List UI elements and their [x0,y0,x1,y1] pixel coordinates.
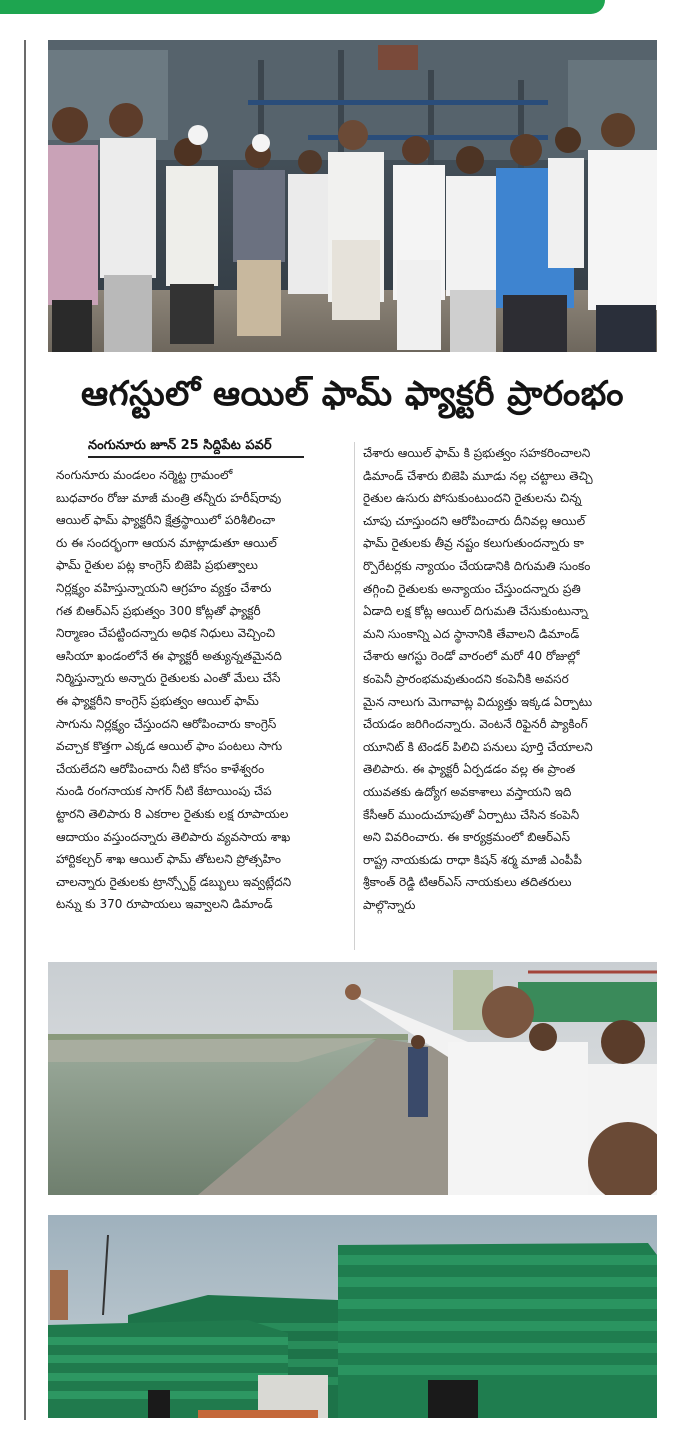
body-line: ఫామ్ రైతుల పట్ల కాంగ్రెస్ బిజెపి ప్రభుత్వాలు [56,558,258,573]
body-line: యువతకు ఉద్యోగ అవకాశాలు వస్తాయని ఇది [363,784,572,799]
body-line: చాలన్నారు రైతులకు ట్రాన్స్పోర్ట్ డబ్బులు ఇవ్వట్లేదని [56,874,292,889]
body-line: టన్ను కు 370 రూపాయలు ఇవ్వాలని డిమాండ్ [56,897,273,912]
article-dateline: నంగునూరు జూన్ 25 సిద్దిపేట పవర్ [88,436,304,458]
body-line: చేశారు ఆయిల్ ఫామ్ కి ప్రభుత్వం సహకరించాలని [363,446,591,460]
body-line: పాల్గొన్నారు [363,897,416,912]
body-line: రాష్ట్ర నాయకుడు రాధా కిషన్ శర్మ మాజీ ఎంపీపీ [363,852,582,867]
body-line: మని సుంకాన్ని ఎద స్థానానికి తేవాలని డిమాండ్ [363,626,580,641]
body-line: చేయలేదని ఆరోపించారు నీటి కోసం కాళేశ్వరం [56,761,265,776]
body-line: ఈ ఫ్యాక్టరీని కాంగ్రెస్ ప్రభుత్వం ఆయిల్ ఫామ్ [56,693,259,708]
body-line: డిమాండ్ చేశారు బిజెపి మూడు నల్ల చట్టాలు తెచ్చి [363,468,593,483]
body-line: చూపు చూస్తుందని ఆరోపించారు దీనివల్ల ఆయిల్ [363,513,586,528]
body-line: ఆయిల్ ఫామ్ ఫ్యాక్టరీని క్షేత్రస్థాయిలో పరిశీలించా [56,513,276,528]
body-line: ఏడాది లక్ష కోట్ల ఆయిల్ దిగుమతి చేసుకుంటున్నా [363,604,588,619]
body-line: యూనిట్ కి టెండర్ పిలిచి పనులు పూర్తి చేయాలని [363,739,593,754]
body-line: గత బిఆర్ఎస్ ప్రభుత్వం 300 కోట్లతో ఫ్యాక్టరీ [56,603,261,618]
body-line: ఆదాయం వస్తుందన్నారు తెలిపారు వ్యవసాయ శాఖ [56,829,291,844]
body-line: మైన నాలుగు మెగావాట్ల విద్యుత్తు ఇక్కడ ఏర్పాటు [363,694,593,709]
article-column-left [56,464,346,956]
body-line: రైతుల ఉసురు పోసుకుంటుందని రైతులను చిన్న [363,491,582,506]
page-left-rule [24,40,26,1420]
body-line: తెలిపారు. ఈ ఫ్యాక్టరీ ఏర్పడడం వల్ల ఈ ప్రాంత [363,762,576,777]
article-headline: ఆగస్టులో ఆయిల్ ఫామ్ ఫ్యాక్టరీ ప్రారంభం [81,374,624,414]
body-line: చేయడం జరిగిందన్నారు. వెంటనే రిఫైనరీ ప్యాకింగ్ [363,717,588,732]
body-line: నిర్మాణం చేపట్టిందన్నారు అధిక నిధులు వెచ్చించి [56,626,276,641]
photo-officials-at-factory [48,40,657,352]
body-line: ర్పొరేటర్లకు న్యాయం చేయడానికి దిగుమతి సుంకం [363,558,591,573]
body-line: శ్రీకాంత్ రెడ్డి టిఆర్ఎస్ నాయకులు తదితరులు [363,875,572,890]
body-line: ఫామ్ రైతులకు తీవ్ర నష్టం కలుగుతుందన్నారు కా [363,536,584,551]
body-line: ట్టారని తెలిపారు 8 ఎకరాల రైతుకు లక్ష రూపాయల [56,806,289,821]
body-line: ఆసియా ఖండంలోనే ఈ ఫ్యాక్టరీ అత్యున్నతమైనది [56,648,282,663]
body-line: కంపెనీ ప్రారంభమవుతుందని కంపెనీకి అవసర [363,671,569,686]
body-line: నుండి రంగనాయక సాగర్ నీటి కేటాయింపు చేప [56,784,272,799]
body-line: నంగునూరు మండలం నర్మెట్ట గ్రామంలో [56,468,233,482]
body-line: కేసీఆర్ ముందుచూపుతో ఏర్పాటు చేసిన కంపెనీ [363,807,580,822]
top-banner [0,0,605,14]
body-line: సాగును నిర్లక్ష్యం చేస్తుందని ఆరోపించారు కాంగ్రెస్ [56,716,277,731]
body-line: నిర్మిస్తున్నారు అన్నారు రైతులకు ఎంతో మేలు చేసే [56,671,281,686]
body-line: నిర్లక్ష్యం వహిస్తున్నాయని ఆగ్రహం వ్యక్తం చేశారు [56,580,272,595]
body-line: చేశారు ఆగస్టు రెండో వారంలో మరో 40 రోజుల్లో [363,649,580,664]
photo-reservoir-inspection [48,962,657,1195]
body-line: తగ్గించి రైతులకు అన్యాయం చేస్తుందన్నారు ప్రతి [363,581,581,596]
column-divider [354,442,355,950]
body-line: హార్టికల్చర్ శాఖ ఆయిల్ ఫామ్ తోటలని ప్రోత్సహిం [56,852,281,867]
body-line: రు ఈ సందర్భంగా ఆయన మాట్లాడుతూ ఆయిల్ [56,535,277,550]
body-line: బుధవారం రోజు మాజీ మంత్రి తన్నీరు హరీష్‌రావు [56,490,282,505]
article-column-right [363,442,653,956]
photo-factory-building [48,1215,657,1418]
body-line: వచ్చాక కొత్తగా ఎక్కడ ఆయిల్ ఫాం పంటలు సాగు [56,739,283,754]
body-line: అని వివరించారు. ఈ కార్యక్రమంలో బిఆర్ఎస్ [363,830,571,845]
